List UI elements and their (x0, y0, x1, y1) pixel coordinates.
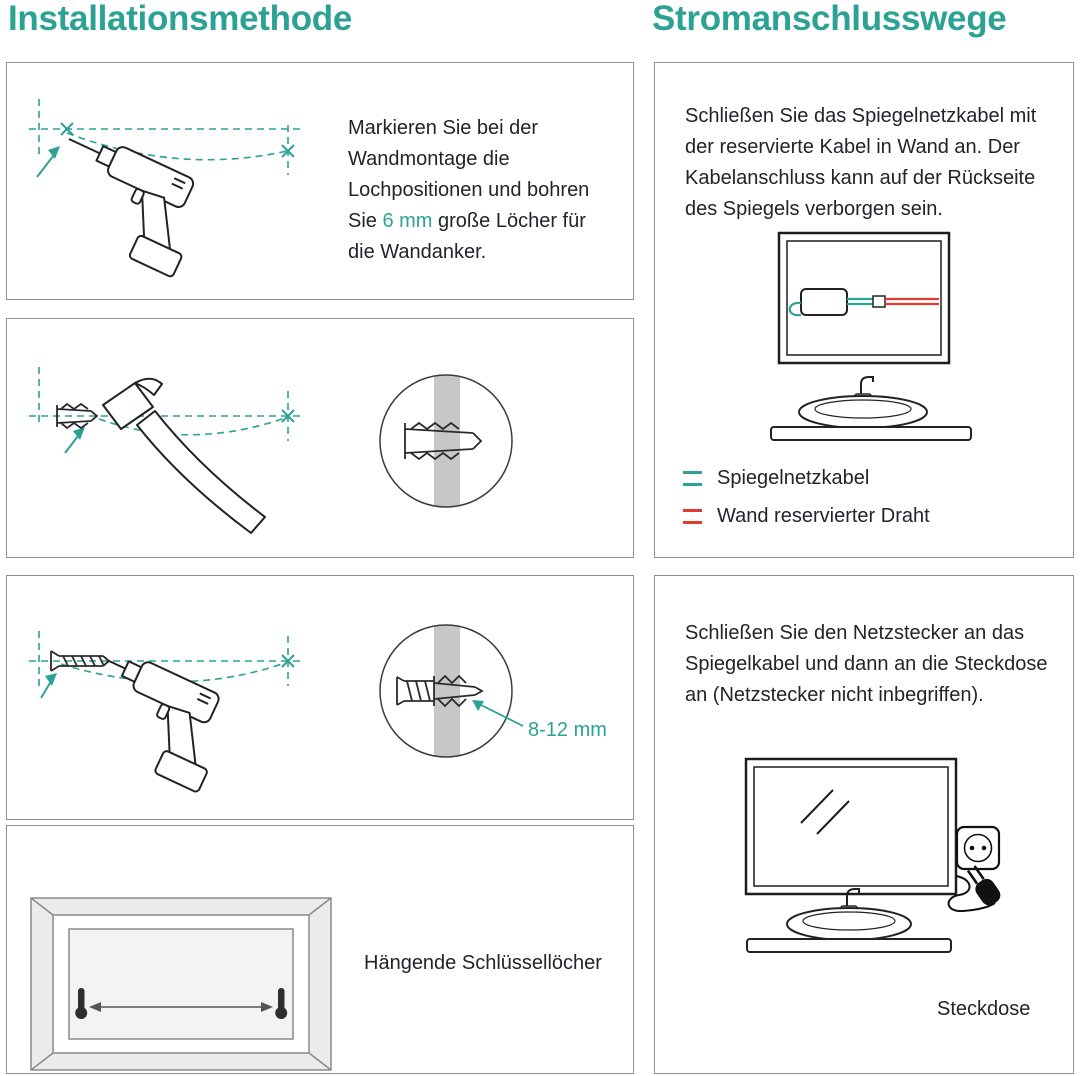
panel-step-hammer-anchor (6, 318, 634, 558)
mirror-back-frame (31, 898, 331, 1070)
hammer-anchor-illustration (7, 319, 634, 558)
socket-icon (957, 827, 999, 869)
direction-arrow-icon (41, 673, 57, 698)
hammer-icon (103, 379, 265, 533)
legend-label: Spiegelnetzkabel (717, 467, 870, 489)
direction-arrow-icon (37, 146, 60, 177)
step1-measure-highlight: 6 mm (382, 210, 433, 232)
cable-connector (873, 296, 885, 307)
sink-icon (747, 889, 951, 952)
anchor-detail-circle (380, 375, 512, 507)
teal-wire-icon (683, 471, 702, 486)
left-column-title: Installationsmethode (8, 0, 353, 38)
red-wire-icon (683, 509, 702, 524)
depth-measure-label: 8-12 mm (528, 719, 607, 741)
direction-arrow-icon (65, 427, 85, 453)
mirror-icon (746, 759, 956, 894)
wall-cross-section (434, 375, 460, 507)
screw-depth-illustration (7, 576, 634, 820)
anchor-depth-detail-circle (380, 625, 523, 757)
step1-text-before: Markieren Sie bei der Wandmontage die Lochpositionen und bohren Sie (348, 117, 590, 232)
legend-mirror-cable (683, 467, 869, 490)
panel-step-screw-depth (6, 575, 634, 820)
legend-label: Wand reservierter Draht (717, 505, 930, 527)
right-column-title: Stromanschlusswege (652, 0, 1007, 38)
power-step2-text: Schließen Sie den Netzstecker an das Spiegelkabel und dann an die Steckdose an (Netzstecker nicht inbegriffen). (685, 622, 1048, 706)
depth-leader-line (472, 700, 523, 726)
step1-text-after: große Löcher für die Wandanker. (348, 210, 586, 263)
panel-power-plug-socket (654, 575, 1074, 1074)
faucet-icon (861, 377, 873, 395)
drill-icon (34, 124, 213, 277)
wall-cross-section (434, 625, 460, 757)
power-step1-text: Schließen Sie das Spiegelnetzkabel mit der reservierte Kabel in Wand an. Der Kabelanschluss kann auf der Rückseite des Spiegels verborgen sein. (685, 105, 1037, 220)
legend-wall-wire (683, 505, 930, 528)
panel-step-drill-holes (6, 62, 634, 300)
led-driver-box (801, 289, 847, 315)
socket-caption: Steckdose (937, 998, 1031, 1020)
step1-instruction-text (348, 113, 616, 268)
panel-power-cable-connection (654, 62, 1074, 558)
sink-icon (771, 377, 971, 440)
drill-icon (74, 646, 239, 792)
panel-step-keyholes (6, 825, 634, 1074)
dashed-guide-lines (29, 99, 305, 175)
keyhole-caption: Hängende Schlüssellöcher (364, 952, 602, 974)
